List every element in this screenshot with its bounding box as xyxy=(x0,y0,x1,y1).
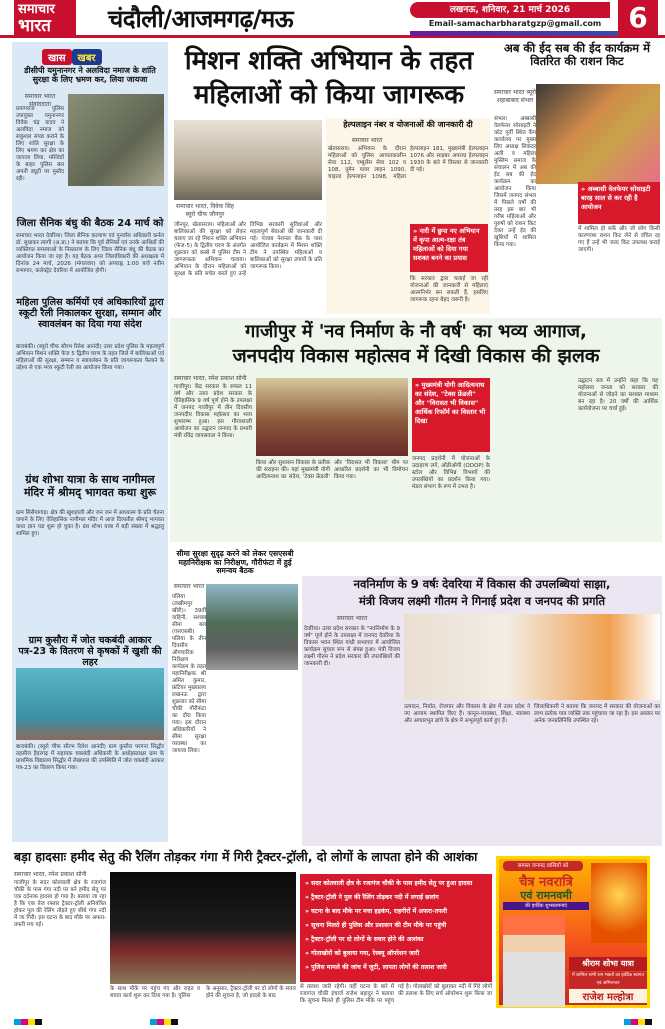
accident-bullet: » ट्रैक्टर-ट्रॉली ने पुल की रैलिंग तोड़कर नदी में लगाई छलांग xyxy=(305,894,439,901)
badge-part1: खास xyxy=(42,49,72,65)
advert-top-line: समस्त जनपद वासियों को xyxy=(503,861,583,871)
accident-headline: बड़ा हादसाः हमीद सेतु की रैलिंग तोड़कर गंगा में गिरी ट्रैक्टर-ट्रॉली, दो लोगों के लापता होने की आशंका xyxy=(14,849,478,864)
deoria-headline-line1: नवनिर्माण के 9 वर्षः देवरिया में विकास की उपलब्धियां साझा, xyxy=(353,577,611,591)
mission-shakti-callout: » नारी में छुपा नए अभियान में कृपा आत्म-रक्षा तंत्र महिलाओं को दिया गया सशक्त बनने का प्रयास xyxy=(410,224,488,272)
accident-bullet: » ट्रैक्टर-ट्रॉली पर दो लोगों के सवार होने की आशंका xyxy=(305,936,424,943)
border-byline: समाचार भारत xyxy=(173,583,205,590)
ghazipur-body4: उद्घाटन सत्र में उन्होंने कहा कि यह महोत्सव जनता को सरकार की योजनाओं से जोड़ने का सशक्त माध्यम बन रहा है। 20 वर्षों की आर्थिक कार्ययोजना पर चर्चा हुई। xyxy=(578,378,658,412)
eid-tail: में शामिल हो सकें और जो लोग किसी कारणवश राशन किट लेने से वंचित रह गए हैं उन्हें भी जल्द किट उपलब्ध कराई जाएगी। xyxy=(578,226,660,253)
mahotsav-photo xyxy=(256,378,408,456)
ghazipur-callout: » मुख्यमंत्री योगी आदित्यनाथ का संदेश, "टेक्स फ्रेंडली" और "विरासत भी विकास" आर्थिक रिफॉर्म का विस्तार भी दिखा xyxy=(412,378,490,452)
border-post-photo xyxy=(206,584,298,670)
accident-bullet: » गोताखोरों को बुलाया गया, रेस्क्यू ऑपरेशन जारी xyxy=(305,950,420,957)
eid-body-continued xyxy=(494,226,574,314)
accident-bullets xyxy=(300,874,492,982)
story4-body: ग्राम सिसैयागाड़। क्षेत्र की खुशहाली और जन जन में आध्यात्म के प्रति चेतना जगाने के लिए ऐतिहासिक नागीमल मंदिर में आज दिव्यतीत श्रीमद् भागवत कथा ज्ञान यज्ञ शुरू हो चुका है। ग्रंथ शोभा यात्रा में बड़ी संख्या में श्रद्धालु शामिल हुए। xyxy=(16,510,164,537)
story5-body: बाराबंकी। (ब्यूरो चीफ सौरभ रितेश आनंदी) ग्राम कुसौरा परगना सिद्धौर तहसील हैदरगढ़ में सहायक चकबंदी अधिकारी के अधोहस्ताक्षर ग्राम के प्राथमिक विद्यालय सिद्धौर में लेखपाल की उपस्थिति में जोत चकबंदी आकार पत्र-23 का वितरण किया गया। xyxy=(16,744,164,771)
eid-byline: समाचार भारत ब्यूरो शहाबाबाद संभल xyxy=(494,89,536,104)
story4-headline: ग्रंथ शोभा यात्रा के साथ नागीमल मंदिर में श्रीमद् भागवत कथा शुरू xyxy=(23,473,157,499)
border-body: पलिया (लखीमपुर खीरी)। 39वीं वाहिनी, सशस्त्र सीमा बल (एसएसबी) पलिया के तीन दिवसीय औपचारिक निरीक्षण कार्यक्रम के तहत महानिरीक्षक श्री अमित कुमार, फ्रंटियर मुख्यालय लखनऊ द्वारा शुक्रवार को सीमा चौकी गौरीफंटा का दौरा किया गया। इस दौरान अधिकारियों ने सीमा सुरक्षा व्यवस्था का जायजा लिया। xyxy=(172,594,206,754)
accident-photo-caption-right: के अनुसार, ट्रैक्टर-ट्रॉली पर दो लोगों के सवार होने की सूचना है, जो हादसे के बाद xyxy=(206,986,296,999)
story3-headline: महिला पुलिस कर्मियों एवं अधिकारियों द्वारा स्कूटी रैली निकालकर सुरक्षा, सम्मान और स्वावलंबन का दिया गया संदेश xyxy=(16,297,164,330)
mission-shakti-headline: मिशन शक्ति अभियान के तहत महिलाओं को किया जागरूक xyxy=(184,46,474,110)
story2-body: समाचार भारत देवरिया। जिला सैनिक कल्याण एवं पुनर्वास अधिकारी कर्नल डॉ. सुधाकर त्यागी (अ.प्रा.) ने बताया कि पूर्व सैनिकों एवं उनके आश्रितों की व्यक्तिगत समस्याओं के निस्तारण के लिए जिला सैनिक बंधु की बैठक का आयोजन किया जा रहा है। यह बैठक अपर जिलाधिकारी की अध्यक्षता में दिनांक 24 मार्च, 2026 (मंगलवार) को अपराह्न 1:00 बजे नवीन सभागार, कलेक्ट्रेट देवरिया में आयोजित होगी। xyxy=(16,233,164,274)
mission-shakti-photo-caption: समाचार भारत, विवेक सिंह ब्यूरो चीफ जौनपुर xyxy=(176,203,234,218)
mission-shakti-body: जौनपुर, खेतासराय। महिलाओं और बालिकाओं की सुरक्षा को लेकर चलाए जा रहे मिशन शक्ति अभियान (फेज-5) के द्वितीय चरण के अंतर्गत शुक्रवार को कस्बे में पुलिस टीम ने जागरूकता अभियान चलाया। अभियान के दौरान महिलाओं को सुरक्षा के प्रति सचेत करते हुए उन्हें विभिन्न सरकारी सुविधाओं और महत्वपूर्ण सेवाओं की जानकारी दी गई। पंजाब नेशनल बैंक के पास आयोजित कार्यक्रम में मिशन शक्ति टीम ने उपस्थित महिलाओं व बालिकाओं को सुरक्षा उपायों के प्रति जागरूक किया। xyxy=(174,222,322,277)
eid-body: संभल। अब्बासी वेलफेयर सोसाइटी ने कोट पूर्वी स्थित कैंप कार्यालय पर मुख्य लिए अध्यक्ष सिकंदर अली व महिला मुस्लिम समाज के संचालन में अब की ईद सब की ईद कार्यक्रम का आयोजन किया जिसमें जनपद संभल में पिछले वर्षों की तरह इस बार भी गरीब महिलाओं और पुरुषों को राशन किट देकर उन्हें ईद की खुशियों में शामिल किया गया। xyxy=(494,116,536,248)
advert-event: श्रीराम शोभा यात्रा xyxy=(569,957,647,971)
village-meeting-photo xyxy=(16,668,164,740)
deoria-byline: समाचार भारत xyxy=(336,615,368,622)
deoria-body-continued xyxy=(304,704,400,844)
advertiser-portrait xyxy=(503,915,565,1007)
story1-headline: डीसीपी यमुनानगर ने अलविदा नमाज के शांति सुरक्षा के लिए भ्रमण कर, लिया जायजा xyxy=(24,66,156,85)
newspaper-logo xyxy=(14,0,76,36)
section-title: चंदौली/आजमगढ़/मऊ xyxy=(108,5,294,33)
mission-shakti-photo xyxy=(174,120,322,200)
logo-line1: समाचार xyxy=(18,2,55,17)
helpline-body-continued xyxy=(328,224,406,312)
masthead-stripe xyxy=(410,31,618,36)
accident-bullet: » सूचना मिलते ही पुलिस और प्रशासन की टीम मौके पर पहुंची xyxy=(305,922,447,929)
dateline: लखनऊ, शनिवार, 21 मार्च 2026 xyxy=(410,2,610,18)
story1-body: प्रयागराज पुलिस उपायुक्त यमुनानगर विवेक चंद्र यादव ने अलविदा नमाज को सकुशल संपन्न कराने के लिए शांति सुरक्षा के लिए भ्रमण कर क्षेत्र का जायजा लिया, मस्जिदों के बाहर पुलिस बल अपनी ड्यूटी पर मुस्तैद रही। xyxy=(16,106,64,182)
story1-body-tail xyxy=(16,188,164,214)
accident-byline: समाचार भारत, रमेश प्रकाश सोनी xyxy=(14,871,87,878)
ghazipur-body3-continued xyxy=(494,378,574,540)
badge-part2: खबर xyxy=(72,49,102,65)
khaas-khabar-badge xyxy=(42,46,142,62)
deoria-story-box xyxy=(302,576,662,846)
helpline-body: खेतासराय। अभियान के दौरान महिलाओं को पुलिस आपातकालीन सेवा 112, एम्बुलेंस सेवा 102 व 108, वूमेन पावर लाइन 1090, चाइल्ड हेल्पलाइन 1098, महिला हेल्पलाइन 181, मुख्यमंत्री हेल्पलाइन 1076 और साइबर अपराध हेल्पलाइन 1930 के बारे में विस्तार से जानकारी दी गई। xyxy=(328,146,488,180)
accident-photo-caption-left: के साथ मौके पर पहुंच गए और राहत व बचाव कार्य शुरू कर दिया गया है। पुलिस xyxy=(110,986,200,999)
minister-press-photo xyxy=(404,614,660,700)
logo-line2: भारत xyxy=(18,16,51,36)
cmyk-registration-mark xyxy=(14,1010,54,1018)
deoria-body3: जिलाधिकारी ने बताया कि जनपद में सरकार की योजनाओं का लाभ प्रत्येक पात्र व्यक्ति तक पहुंचाया जा रहा है। इस अवसर पर अनेक जनप्रतिनिधि उपस्थित रहे। xyxy=(534,704,660,724)
page-number: 6 xyxy=(618,0,658,36)
accident-bullet: » सदर कोतवाली क्षेत्र के रजागंज चौकी के पास हमीद सेतु पर हुआ हादसा xyxy=(305,880,473,887)
story1-byline: समाचार भारत संवाददाता xyxy=(24,93,56,108)
ghazipur-byline: समाचार भारत, रमेश प्रकाश सोनी xyxy=(174,375,247,382)
advert-event-line: में शामिल सभी राम भक्तों का हार्दिक स्वागत एवं अभिनन्दन xyxy=(569,972,647,988)
ghazipur-body3: जनपद प्रदर्शनी में योजनाओं के उदाहरण लगे, ओडीओपी (ODOP) के स्टॉल और विभिन्न विभागों की उपलब्धियों का प्रदर्शन किया गया। मंडल संभाग के रूप में उभरा है। xyxy=(412,456,490,490)
advert-title2: एवं रामनवमी xyxy=(520,889,572,902)
border-body-continued xyxy=(172,674,298,846)
deity-illustration xyxy=(591,863,647,943)
accident-tail: से तलाश जारी रहेगी। वहीं घटना के बारे में रजागंज चौकी इंचार्ज राजेश बहादुर ने बताया कि सूचना मिलते ही पुलिस टीम मौके पर पहुंच गई है। गोताखोरों को बुलाकर नदी में गिरे लोगों की तलाश के लिए सर्च ऑपरेशन शुरू किया जा xyxy=(300,984,492,1004)
deoria-body: देवरिया। उत्तर प्रदेश सरकार के "नवनिर्माण के 9 वर्ष" पूर्ण होने के उपलक्ष्य में जनपद देवरिया के विकास भवन स्थित गांधी सभागार में आयोजित कार्यक्रम सुचारु रूप से संपन्न हुआ। मंत्री विजय लक्ष्मी गौतम ने प्रदेश सरकार की उपलब्धियों की जानकारी दी। xyxy=(304,626,400,667)
ghazipur-body2: किया और सुशासन विकास के प्रतीक की सराहना की। यहां मुख्यमंत्री योगी आदित्यनाथ का संदेश, 'टेक्स फ्रेंडली' और 'विरासत भी विकास' थीम पर आधारित प्रदर्शनी का भी विमोचन किया गया। xyxy=(256,460,408,480)
advert-title1: चैत्र नवरात्रि xyxy=(519,875,573,890)
story5-headline: ग्राम कुसौरा में जोत चकबंदी आकार पत्र-23 के वितरण से कृषकों में खुशी की लहर xyxy=(18,635,162,668)
accident-night-photo xyxy=(110,872,296,984)
accident-bullet: » घटना के बाद मौके पर मचा हड़कंप, राहगीरों में अफरा-तफरी xyxy=(305,908,448,915)
story3-body: बाराबंकी। (ब्यूरो चीफ सौरभ रितेश आनंदी) उत्तर प्रदेश पुलिस के महत्वपूर्ण अभियान मिशन शक्ति फेज 5 द्वितीय चरण के तहत जिले में बालिकाओं एवं महिलाओं की सुरक्षा, सम्मान व स्वावलंबन के प्रति जागरूकता फैलाने के उद्देश्य से एक भव्य स्कूटी रैली का आयोजन किया गया। xyxy=(16,344,164,371)
eid-callout: » अब्बासी वेलफेयर सोसाइटी बारह साल से कर रही है आयोजन xyxy=(578,182,660,224)
ghazipur-headline-line2: जनपदीय विकास महोत्सव में दिखी विकास की झलक xyxy=(232,345,600,367)
ration-kit-photo xyxy=(536,84,660,184)
helpline-byline: समाचार भारत xyxy=(351,137,383,144)
deoria-body2: उत्पादन, निर्यात, रोजगार और विकास के क्षेत्र में उत्तर प्रदेश ने नए आयाम स्थापित किए हैं। कानून-व्यवस्था, शिक्षा, स्वास्थ्य और आधारभूत ढांचे के क्षेत्र में अभूतपूर्व कार्य हुए हैं। xyxy=(404,704,530,724)
accident-body: गाजीपुर के सदर कोतवाली क्षेत्र के रजागंज चौकी के पास गंगा नदी पर बने हमीद सेतु पर एक दर्दनाक हादसा हो गया है। बताया जा रहा है कि एक तेज रफ्तार ट्रैक्टर-ट्रॉली अनियंत्रित होकर पुल की रेलिंग तोड़ते हुए सीधे गंगा नदी में जा गिरी। इस घटना के बाद मौके पर अफरा-तफरी मच गई। xyxy=(14,880,106,928)
left-column xyxy=(12,42,168,842)
eid-headline: अब की ईद सब की ईद कार्यक्रम में वितरित की राशन किट xyxy=(504,41,650,69)
advert-greeting: की हार्दिक शुभकामनाएं xyxy=(503,902,589,910)
police-patrol-photo xyxy=(68,94,164,186)
accident-bullet: » पुलिस मामले की जांच में जुटी, लापता लोगों की तलाश जारी xyxy=(305,964,447,971)
advert-name: राजेश मल्होत्रा xyxy=(569,989,647,1003)
mission-shakti-tail: कि सरकार द्वारा चलाई जा रही योजनाओं की जानकारी से महिलाएं आत्मनिर्भर बन सकती हैं, इसलिए जागरूक रहना बेहद जरूरी है। xyxy=(410,276,488,303)
email-address: Email-samacharbharatgzp@gmail.com xyxy=(428,19,602,28)
ghazipur-headline-line1: गाजीपुर में 'नव निर्माण के नौ वर्ष' का भव्य आगाज, xyxy=(245,321,587,342)
cmyk-registration-mark xyxy=(150,1010,190,1018)
story2-headline: जिला सैनिक बंधु की बैठक 24 मार्च को xyxy=(16,218,164,229)
ghazipur-story-box xyxy=(170,318,662,542)
navratri-advert xyxy=(496,856,650,1008)
helpline-subhead: हेल्पलाइन नंबर व योजनाओं की जानकारी दी xyxy=(343,120,473,129)
deoria-headline-line2: मंत्री विजय लक्ष्मी गौतम ने गिनाई प्रदेश व जनपद की प्रगति xyxy=(358,594,606,608)
helpline-box xyxy=(326,118,490,314)
border-headline: सीमा सुरक्षा सुदृढ़ करने को लेकर एसएसबी महानिरीक्षक का निरीक्षण, गौरीफंटा में हुई समन्वय बैठक xyxy=(176,549,294,576)
cmyk-registration-mark xyxy=(624,1010,660,1018)
ghazipur-body1: गाजीपुर। केंद्र सरकार के सफल 11 वर्ष और उत्तर प्रदेश सरकार के ऐतिहासिक 9 वर्ष पूर्ण होने के उपलक्ष्य में जनपद गाजीपुर में तीन दिवसीय जनपदीय विकास महोत्सव का भव्य शुभारम्भ हुआ। इस गौरवशाली आयोजन का उद्घाटन जनपद के प्रभारी मंत्री रविंद्र जायसवाल ने किया। xyxy=(174,384,252,439)
masthead xyxy=(0,0,665,38)
